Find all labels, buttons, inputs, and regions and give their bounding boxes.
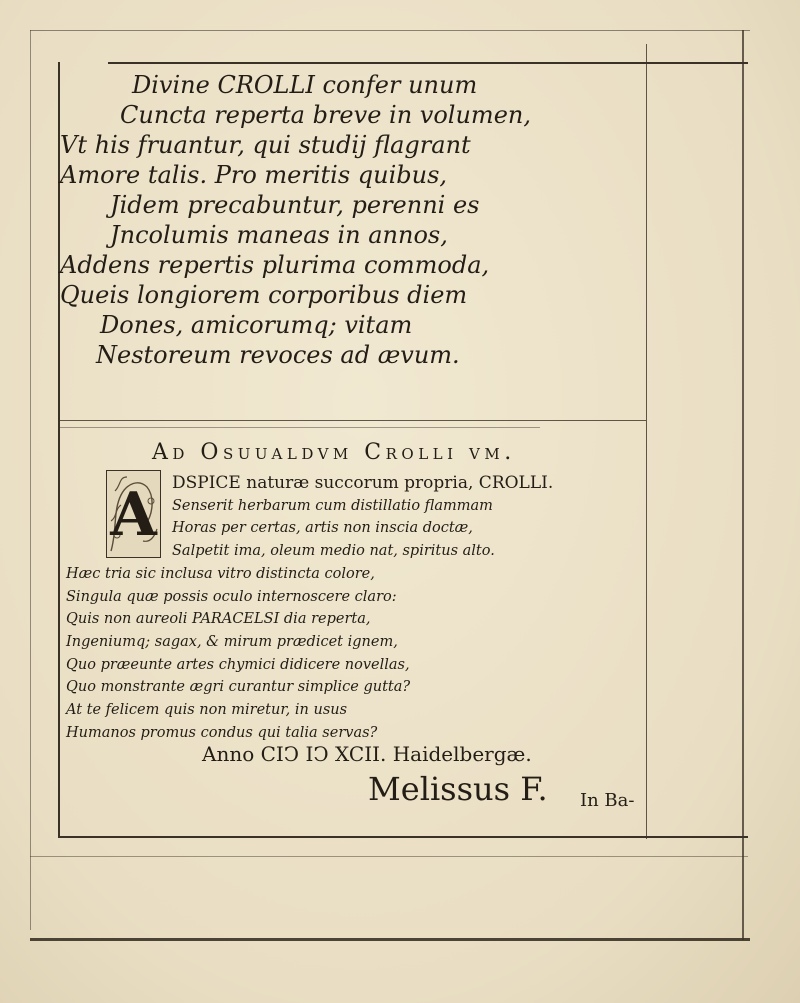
frame-rule xyxy=(30,30,31,930)
poem-line: Amore talis. Pro meritis quibus, xyxy=(60,161,448,189)
poem-line: Nestoreum revoces ad ævum. xyxy=(96,341,460,369)
poem-line: Jncolumis maneas in annos, xyxy=(110,221,448,249)
initial-letter: A xyxy=(110,480,157,550)
author-signature: Melissus F. xyxy=(368,770,548,808)
epigram-line: Senserit herbarum cum distillatio flammam xyxy=(172,497,493,514)
poem-line: Vt his fruantur, qui studij flagrant xyxy=(60,131,471,159)
epigram-line: At te felicem quis non miretur, in usus xyxy=(66,702,348,719)
epigram-text xyxy=(66,472,626,744)
section-divider xyxy=(60,427,540,428)
poem-line: Cuncta reperta breve in volumen, xyxy=(120,101,531,129)
epigram-line: Humanos promus condus qui talia servas? xyxy=(66,724,378,741)
frame-rule xyxy=(646,44,647,839)
epigram-heading: Ad Osuualdvm Crolli vm. xyxy=(152,440,516,465)
poem-line: Addens repertis plurima commoda, xyxy=(60,251,490,279)
epigram-line: Singula quæ possis oculo internoscere claro: xyxy=(66,588,397,605)
frame-rule xyxy=(108,62,748,64)
section-divider xyxy=(60,420,646,421)
epigram-line: Quo monstrante ægri curantur simplice gutta? xyxy=(66,679,411,696)
catchword: In Ba- xyxy=(580,790,635,811)
frame-rule xyxy=(30,856,748,857)
dedicatory-poem xyxy=(60,70,640,370)
epigram-line: Hæc tria sic inclusa vitro distincta colore, xyxy=(66,565,375,582)
poem-line: Dones, amicorumq; vitam xyxy=(100,311,413,339)
epigram-line: Salpetit ima, oleum medio nat, spiritus alto. xyxy=(172,543,495,560)
frame-rule xyxy=(30,938,750,941)
epigram-line: Ingeniumq; sagax, & mirum prædicet ignem, xyxy=(66,633,398,650)
date-line: Anno CIↃ IↃ XCII. Haidelbergæ. xyxy=(202,742,532,766)
frame-rule xyxy=(30,30,750,31)
poem-line: Divine CROLLI confer unum xyxy=(132,71,478,99)
poem-line: Queis longiorem corporibus diem xyxy=(60,281,468,309)
epigram-line: Quo præeunte artes chymici didicere novellas, xyxy=(66,656,410,673)
poem-line: Jidem precabuntur, perenni es xyxy=(110,191,480,219)
frame-rule xyxy=(58,836,748,838)
epigram-line: DSPICE naturæ succorum propria, CROLLI. xyxy=(172,473,554,493)
epigram-line: Horas per certas, artis non inscia doctæ, xyxy=(172,520,473,537)
frame-rule xyxy=(742,30,744,940)
epigram-line: Quis non aureoli PARACELSI dia reperta, xyxy=(66,611,371,628)
